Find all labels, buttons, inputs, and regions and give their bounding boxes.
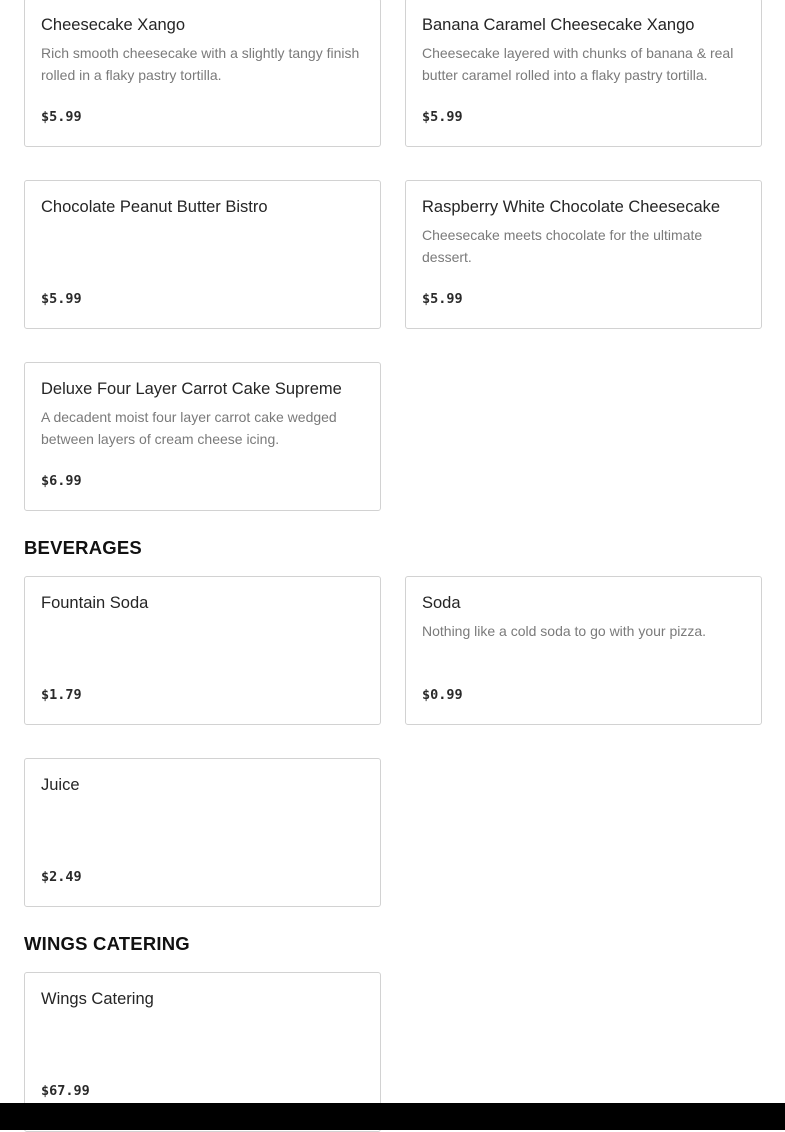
menu-item-description: Cheesecake layered with chunks of banana & real butter caramel rolled into a flaky pastry tortilla. bbox=[422, 45, 734, 83]
menu-item-card[interactable] bbox=[24, 758, 381, 907]
menu-item-name: Raspberry White Chocolate Cheesecake bbox=[422, 198, 721, 216]
menu-item-card[interactable] bbox=[24, 180, 381, 329]
menu-item-price: $6.99 bbox=[41, 473, 82, 489]
menu-item-price: $5.99 bbox=[422, 109, 463, 125]
section-title-beverages: BEVERAGES bbox=[24, 537, 142, 558]
menu-item-price: $5.99 bbox=[422, 291, 463, 307]
menu-item-description: Cheesecake meets chocolate for the ultimate dessert. bbox=[422, 227, 703, 265]
menu-item-price: $2.49 bbox=[41, 869, 82, 885]
menu-item-card[interactable] bbox=[405, 576, 762, 725]
menu-item-name: Wings Catering bbox=[41, 990, 154, 1008]
menu-item-card[interactable] bbox=[405, 180, 762, 329]
menu-item-name: Chocolate Peanut Butter Bistro bbox=[41, 198, 268, 216]
menu-item-name: Banana Caramel Cheesecake Xango bbox=[422, 16, 695, 34]
menu-item-price: $5.99 bbox=[41, 109, 82, 125]
menu-item-card[interactable] bbox=[24, 362, 381, 511]
menu-item-name: Fountain Soda bbox=[41, 594, 149, 612]
section-title-wings-catering: WINGS CATERING bbox=[24, 933, 190, 954]
menu-item-description: Rich smooth cheesecake with a slightly tangy finish rolled in a flaky pastry tortilla. bbox=[41, 45, 360, 83]
menu-item-name: Juice bbox=[41, 776, 80, 794]
menu-item-price: $0.99 bbox=[422, 687, 463, 703]
menu-item-description: Nothing like a cold soda to go with your pizza. bbox=[422, 623, 707, 639]
bottom-bar bbox=[0, 1103, 785, 1130]
menu-item-card[interactable] bbox=[405, 0, 762, 147]
menu-item-name: Soda bbox=[422, 594, 461, 612]
menu-item-name: Deluxe Four Layer Carrot Cake Supreme bbox=[41, 380, 342, 398]
menu-item-card[interactable] bbox=[24, 0, 381, 147]
menu-item-name: Cheesecake Xango bbox=[41, 16, 186, 34]
menu-item-price: $1.79 bbox=[41, 687, 82, 703]
menu-item-card[interactable] bbox=[24, 576, 381, 725]
menu-item-price: $5.99 bbox=[41, 291, 82, 307]
menu-item-price: $67.99 bbox=[41, 1083, 90, 1099]
menu-item-description: A decadent moist four layer carrot cake wedged between layers of cream cheese icing. bbox=[41, 409, 337, 447]
